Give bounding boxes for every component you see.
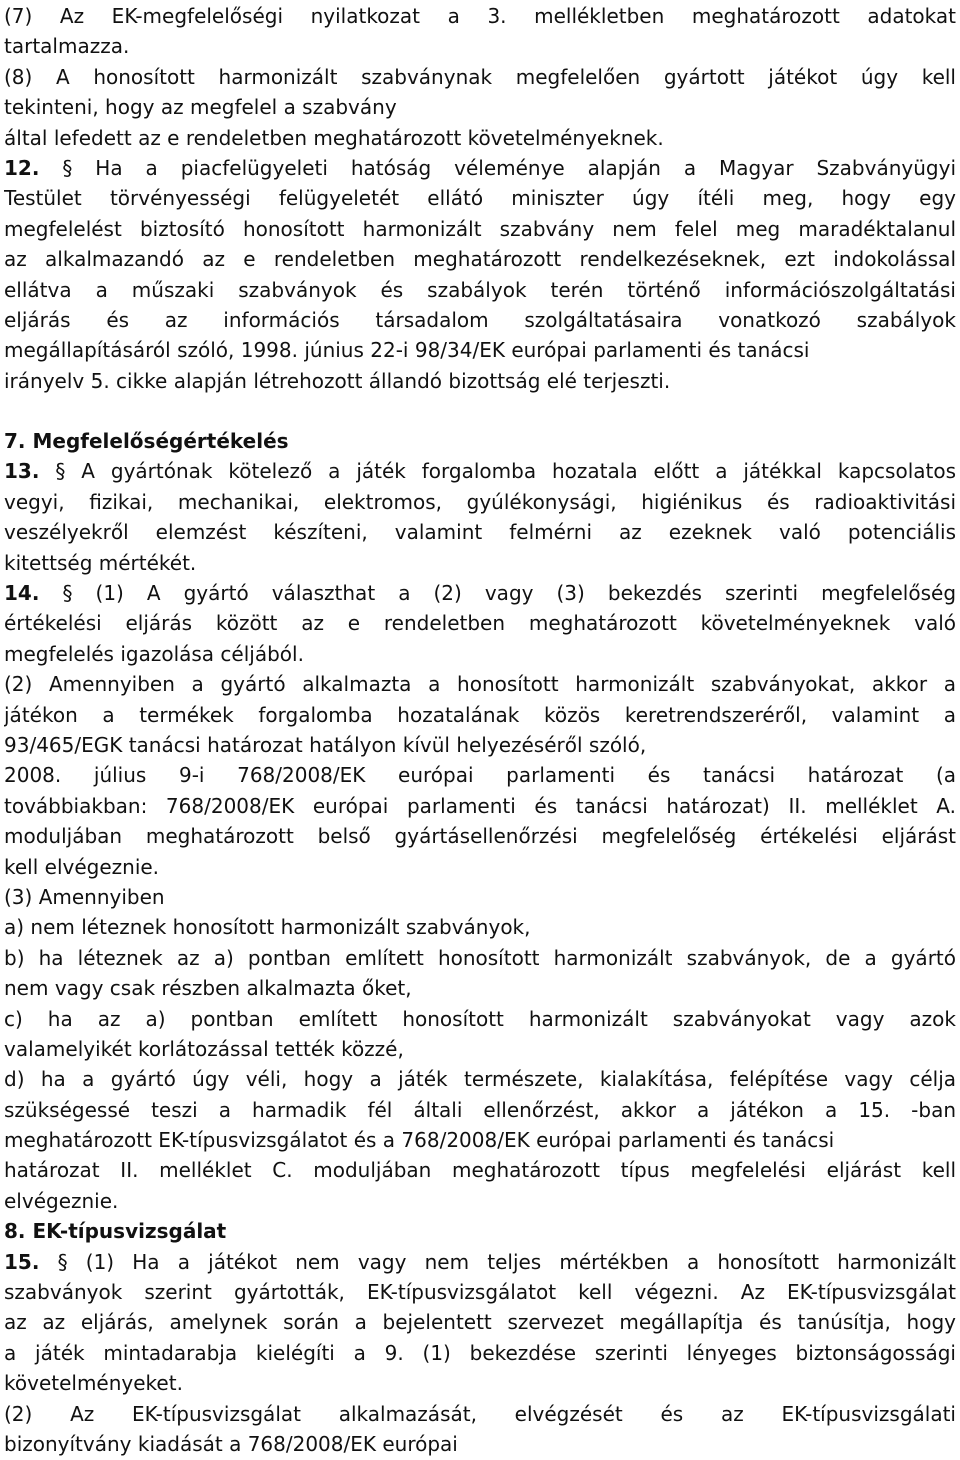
line-text: bizonyítvány kiadását a 768/2008/EK európai: [4, 1431, 458, 1456]
line-text: eljárás és az információs társadalom szolgáltatásaira vonatkozó szabályok: [4, 307, 956, 332]
line-text: 2008. július 9-i 768/2008/EK európai parlamenti és tanácsi határozat (a: [4, 763, 956, 788]
line-text: (2) Amennyiben a gyártó alkalmazta a honosított harmonizált szabványokat, akkor a: [4, 672, 956, 697]
line-text: megállapításáról szóló, 1998. június 22-i 98/34/EK európai parlamenti és tanácsi: [4, 338, 810, 363]
line-text: nem vagy csak részben alkalmazta őket,: [4, 976, 412, 1001]
section-heading: 8. EK-típusvizsgálat: [4, 1219, 227, 1244]
line-text: tekinteni, hogy az megfelel a szabvány: [4, 95, 397, 120]
line-text: irányelv 5. cikke alapján létrehozott állandó bizottság elé terjeszti.: [4, 368, 671, 393]
line-text: a játék mintadarabja kielégíti a 9. (1) bekezdése szerinti lényeges biztonságossági: [4, 1340, 956, 1365]
line-text: (1) Ha a játékot nem vagy nem teljes mértékben a honosított harmonizált: [67, 1249, 956, 1274]
section-number: 15.: [4, 1249, 40, 1274]
line-text: veszélyekről elemzést készíteni, valamint felmérni az ezeknek való potenciális: [4, 520, 956, 545]
text-line: [4, 791, 956, 821]
text-line: [4, 608, 956, 638]
line-text: szükségessé teszi a harmadik fél általi ellenőrzést, akkor a játékon a 15. -ban: [4, 1097, 956, 1122]
line-text: értékelési eljárás között az e rendeletben meghatározott követelményeknek való: [4, 611, 956, 636]
text-line: [4, 244, 956, 274]
text-line: [4, 1034, 956, 1064]
section-number: 14.: [4, 581, 40, 606]
line-text: határozat II. melléklet C. moduljában meghatározott típus megfelelési eljárást kell: [4, 1158, 956, 1183]
section-sign-icon: §: [39, 581, 73, 606]
text-line: [4, 1186, 956, 1216]
text-line: [4, 760, 956, 790]
line-text: A gyártónak kötelező a játék forgalomba hozatala előtt a játékkal kapcsolatos: [65, 459, 956, 484]
text-line: [4, 123, 956, 153]
text-line: [4, 305, 956, 335]
text-line: [4, 548, 956, 578]
line-text: játékon a termékek forgalomba hozatalának közös keretrendszeréről, valamint a: [4, 702, 956, 727]
line-text: kell elvégeznie.: [4, 854, 160, 879]
line-text: továbbiakban: 768/2008/EK európai parlamenti és tanácsi határozat) II. melléklet A.: [4, 793, 956, 818]
text-line: [4, 882, 956, 912]
text-line: [4, 1429, 956, 1459]
text-line: [4, 183, 956, 213]
line-text: megfelelést biztosító honosított harmonizált szabvány nem felel meg maradéktalanul: [4, 216, 956, 241]
text-line: [4, 1368, 956, 1398]
text-line: [4, 973, 956, 1003]
text-line: [4, 92, 956, 122]
text-line: [4, 1125, 956, 1155]
text-line: [4, 639, 956, 669]
line-text: (8) A honosított harmonizált szabványnak megfelelően gyártott játékot úgy kell: [4, 64, 956, 89]
text-line: [4, 730, 956, 760]
line-text: vegyi, fizikai, mechanikai, elektromos, gyúlékonysági, higiénikus és radioaktivitási: [4, 489, 956, 514]
line-text: c) ha az a) pontban említett honosított harmonizált szabványokat vagy azok: [4, 1006, 956, 1031]
section-number: 13.: [4, 459, 40, 484]
line-text: (7) Az EK-megfelelőségi nyilatkozat a 3. mellékletben meghatározott adatokat: [4, 4, 956, 28]
text-line: [4, 821, 956, 851]
text-line: [4, 1095, 956, 1125]
text-line: [4, 214, 956, 244]
line-text: az az eljárás, amelynek során a bejelentett szervezet megállapítja és tanúsítja, hogy: [4, 1310, 956, 1335]
line-text: szabványok szerint gyártották, EK-típusvizsgálatot kell végezni. Az EK-típusvizsgálat: [4, 1280, 956, 1305]
line-text: moduljában meghatározott belső gyártásellenőrzési megfelelőség értékelési eljárást: [4, 824, 956, 849]
paragraph-start-line: [4, 578, 956, 608]
line-text: tartalmazza.: [4, 34, 130, 59]
text-line: [4, 1, 956, 31]
line-text: 93/465/EGK tanácsi határozat hatályon kívül helyezéséről szóló,: [4, 732, 647, 757]
paragraph-start-line: [4, 153, 956, 183]
text-line: [4, 852, 956, 882]
line-text: valamelyikét korlátozással tették közzé,: [4, 1036, 404, 1061]
text-line: [4, 912, 956, 942]
text-line: [4, 1277, 956, 1307]
text-line: [4, 1399, 956, 1429]
paragraph-start-line: [4, 456, 956, 486]
paragraph-start-line: [4, 1247, 956, 1277]
line-text: megfelelés igazolása céljából.: [4, 641, 304, 666]
line-text: által lefedett az e rendeletben meghatározott követelményeknek.: [4, 125, 664, 150]
text-line: [4, 669, 956, 699]
text-line: [4, 517, 956, 547]
line-text: követelményeket.: [4, 1371, 183, 1396]
text-line: [4, 1338, 956, 1368]
section-heading: 7. Megfelelőségértékelés: [4, 429, 289, 454]
text-line: [4, 1064, 956, 1094]
text-line: [4, 700, 956, 730]
text-line: [4, 335, 956, 365]
text-line: [4, 275, 956, 305]
text-line: [4, 1004, 956, 1034]
line-text: elvégeznie.: [4, 1188, 119, 1213]
text-line: [4, 1155, 956, 1185]
line-text: (3) Amennyiben: [4, 884, 165, 909]
line-text: ellátva a műszaki szabványok és szabályok terén történő információszolgáltatási: [4, 277, 956, 302]
section-sign-icon: §: [39, 1249, 68, 1274]
line-text: d) ha a gyártó úgy véli, hogy a játék természete, kialakítása, felépítése vagy célja: [4, 1067, 956, 1092]
line-text: az alkalmazandó az e rendeletben meghatározott rendelkezéseknek, ezt indokolással: [4, 247, 956, 272]
line-text: (2) Az EK-típusvizsgálat alkalmazását, elvégzését és az EK-típusvizsgálati: [4, 1401, 956, 1426]
text-line: [4, 1307, 956, 1337]
section-sign-icon: §: [39, 155, 73, 180]
line-text: Testület törvényességi felügyeletét ellátó miniszter úgy ítéli meg, hogy egy: [4, 186, 956, 211]
text-line: [4, 31, 956, 61]
line-text: (1) A gyártó választhat a (2) vagy (3) bekezdés szerinti megfelelőség: [72, 581, 956, 606]
text-line: [4, 487, 956, 517]
section-number: 12.: [4, 155, 40, 180]
text-line: [4, 366, 956, 396]
line-text: b) ha léteznek az a) pontban említett honosított harmonizált szabványok, de a gyártó: [4, 945, 956, 970]
text-line: [4, 943, 956, 973]
line-text: meghatározott EK-típusvizsgálatot és a 768/2008/EK európai parlamenti és tanácsi: [4, 1128, 835, 1153]
section-sign-icon: §: [39, 459, 66, 484]
line-text: kitettség mértékét.: [4, 550, 197, 575]
line-text: a) nem léteznek honosított harmonizált szabványok,: [4, 915, 531, 940]
blank-line: [4, 396, 956, 426]
text-line: [4, 62, 956, 92]
line-text: Ha a piacfelügyeleti hatóság véleménye alapján a Magyar Szabványügyi: [72, 155, 956, 180]
